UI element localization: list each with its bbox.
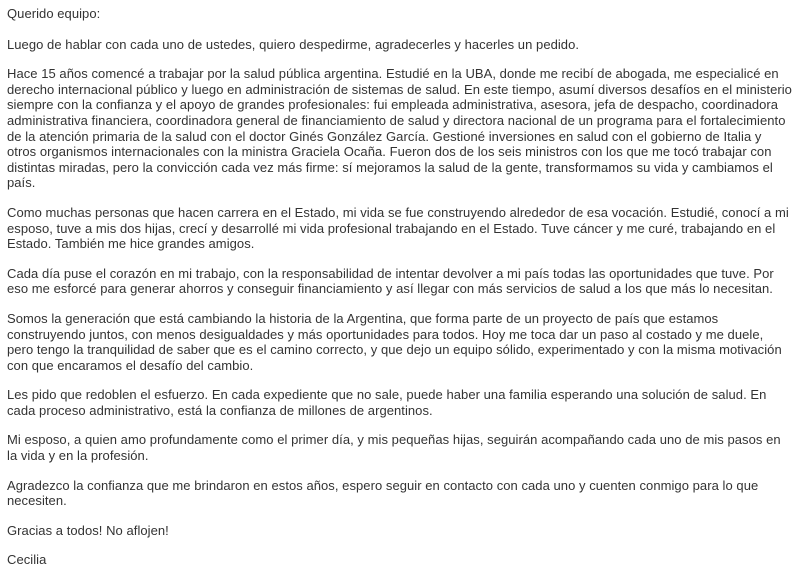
letter-paragraph: Mi esposo, a quien amo profundamente como el primer día, y mis pequeñas hijas, seguirán acompañando cada uno de mis pasos en la vida y en la profesión. [7, 432, 781, 464]
letter-signature: Cecilia [7, 552, 47, 568]
letter-paragraph: Cada día puse el corazón en mi trabajo, con la responsabilidad de intentar devolver a mi país todas las oportunidades que tuve. Por eso me esforcé para generar ahorros y conseguir financiamiento y así llegar con más servicios de salud a los que más lo necesitan. [7, 265, 774, 297]
letter-paragraph: Gracias a todos! No aflojen! [7, 522, 169, 538]
letter-paragraph: Agradezco la confianza que me brindaron en estos años, espero seguir en contacto con cada uno y cuenten conmigo para lo que necesiten. [7, 477, 759, 509]
letter-paragraph: Luego de hablar con cada uno de ustedes, quiero despedirme, agradecerles y hacerles un pedido. [7, 36, 580, 52]
letter-paragraph: Hace 15 años comencé a trabajar por la salud pública argentina. Estudié en la UBA, donde me recibí de abogada, me especialicé en derecho internacional público y luego en administración de sistemas de salud. En este tiempo, asumí diversos desafíos en el ministerio siempre con la confianza y el apoyo de grandes profesionales: fui empleada administrativa, asesora, jefa de despacho, coordinadora administrativa financiera, coordinadora general de financiamiento de salud y directora nacional de un programa para el fortalecimiento de la atención primaria de la salud con el doctor Ginés González García. Gestioné inversiones en salud con el gobierno de Italia y otros organismos internacionales con la ministra Graciela Ocaña. Fueron dos de los seis ministros con los que me tocó trabajar con distintas miradas, pero la convicción cada vez más firme: sí mejoramos la salud de la gente, transformamos su vida y cambiamos el país. [7, 66, 792, 191]
letter-paragraph: Les pido que redoblen el esfuerzo. En cada expediente que no sale, puede haber una familia esperando una solución de salud. En cada proceso administrativo, está la confianza de millones de argentinos. [7, 387, 767, 418]
letter-paragraph: Como muchas personas que hacen carrera en el Estado, mi vida se fue construyendo alrededor de esa vocación. Estudié, conocí a mi esposo, tuve a mis dos hijas, crecí y desarrollé mi vida profesional trabajando en el Estado. Tuve cáncer y me curé, trabajando en el Estado. También me hice grandes amigos. [7, 204, 789, 252]
letter-greeting: Querido equipo: [7, 6, 101, 21]
letter-paragraph: Somos la generación que está cambiando la historia de la Argentina, que forma parte de un proyecto de país que estamos construyendo juntos, con menos desigualdades y más oportunidades para todos. Hoy me toca dar un paso al costado y me duele, pero tengo la tranquilidad de saber que es el camino correcto, y que dejo un equipo sólido, experimentado y con la misma motivación con que encaramos el desafío del cambio. [7, 310, 782, 373]
